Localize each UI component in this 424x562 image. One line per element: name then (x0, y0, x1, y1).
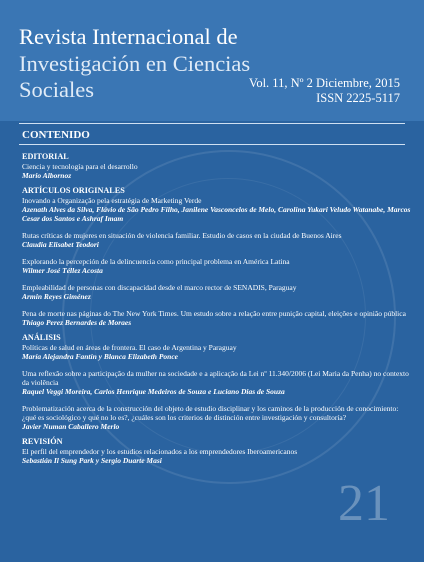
journal-title-line2: Investigación en Ciencias (19, 51, 251, 76)
table-of-contents (22, 152, 414, 465)
article-title: Pena de morte nas páginas do The New York Times. Um estudo sobre a relação entre punição capital, eleições e opinião pública (22, 309, 406, 318)
article-title: Rutas críticas de mujeres en situación de violencia familiar. Estudio de casos en la ciudad de Buenos Aires (22, 231, 342, 240)
article-authors: Thiago Perez Bernardes de Moraes (22, 318, 132, 327)
article-title: Políticas de salud en áreas de frontera. El caso de Argentina y Paraguay (22, 343, 237, 352)
article-authors: Azenath Alves da Silva, Flávio de São Pedro Filho, Janilene Vasconcelos de Melo, Carolina Yukari Veludo Watanabe, Marcos Cesar dos Santos e Ashraf Imam (22, 205, 411, 223)
divider-bottom (19, 144, 405, 145)
issue-number: 21 (338, 475, 390, 532)
toc-entry (22, 404, 414, 431)
volume-info: Vol. 11, Nº 2 Diciembre, 2015 (248, 76, 400, 90)
section-heading: EDITORIAL (22, 152, 69, 161)
article-title: Empleabilidad de personas con discapacidad desde el marco rector de SENADIS, Paraguay (22, 283, 297, 292)
article-authors: Mario Albornoz (22, 171, 72, 180)
journal-title-line3: Sociales (19, 77, 94, 102)
article-title: Explorando la percepción de la delincuencia como principal problema en América Latina (22, 257, 290, 266)
toc-entry (22, 309, 414, 327)
journal-title-line1: Revista Internacional de (19, 24, 238, 49)
section-heading: ARTÍCULOS ORIGINALES (22, 186, 125, 195)
toc-entry (22, 162, 414, 180)
contents-heading: CONTENIDO (22, 129, 90, 141)
article-title: El perfil del emprendedor y los estudios relacionados a los emprendedores Iberoamericanos (22, 447, 298, 456)
article-authors: Wilmer José Téllez Acosta (22, 266, 103, 275)
article-authors: Raquel Veggi Moreira, Carlos Henrique Medeiros de Souza e Luciano Dias de Souza (22, 387, 285, 396)
toc-entry (22, 343, 414, 361)
toc-entry (22, 257, 414, 275)
article-authors: Sebastián Il Sung Park y Sergio Duarte Masi (22, 456, 162, 465)
article-title: Problematización acerca de la construcción del objeto de estudio disciplinar y los caminos de la producción de conocimiento: ¿qué es sociológico y qué no lo es?, ¿cuáles son los criterios de distinción entre investigación y consultoría? (22, 404, 399, 422)
toc-entry (22, 447, 414, 465)
toc-entry (22, 369, 414, 396)
toc-entry (22, 283, 414, 301)
toc-entry (22, 196, 414, 223)
article-title: Ciencia y tecnología para el desarrollo (22, 162, 138, 171)
article-title: Uma reflexão sobre a participação da mulher na sociedade e a aplicação da Lei nº 11.340/2006 (Lei Maria da Penha) no contexto da violência (22, 369, 409, 387)
article-authors: Javier Numan Caballero Merlo (22, 422, 120, 431)
toc-entry (22, 231, 414, 249)
issn: ISSN 2225-5117 (316, 91, 400, 105)
article-authors: Armin Reyes Giménez (22, 292, 91, 301)
article-authors: María Alejandra Fantín y Blanca Elizabeth Ponce (22, 352, 178, 361)
divider-top (19, 123, 405, 124)
section-heading: ANÁLISIS (22, 333, 61, 342)
article-authors: Claudia Elisabet Teodori (22, 240, 99, 249)
section-heading: REVISIÓN (22, 437, 63, 446)
article-title: Inovando a Organização pela estratégia de Marketing Verde (22, 196, 202, 205)
